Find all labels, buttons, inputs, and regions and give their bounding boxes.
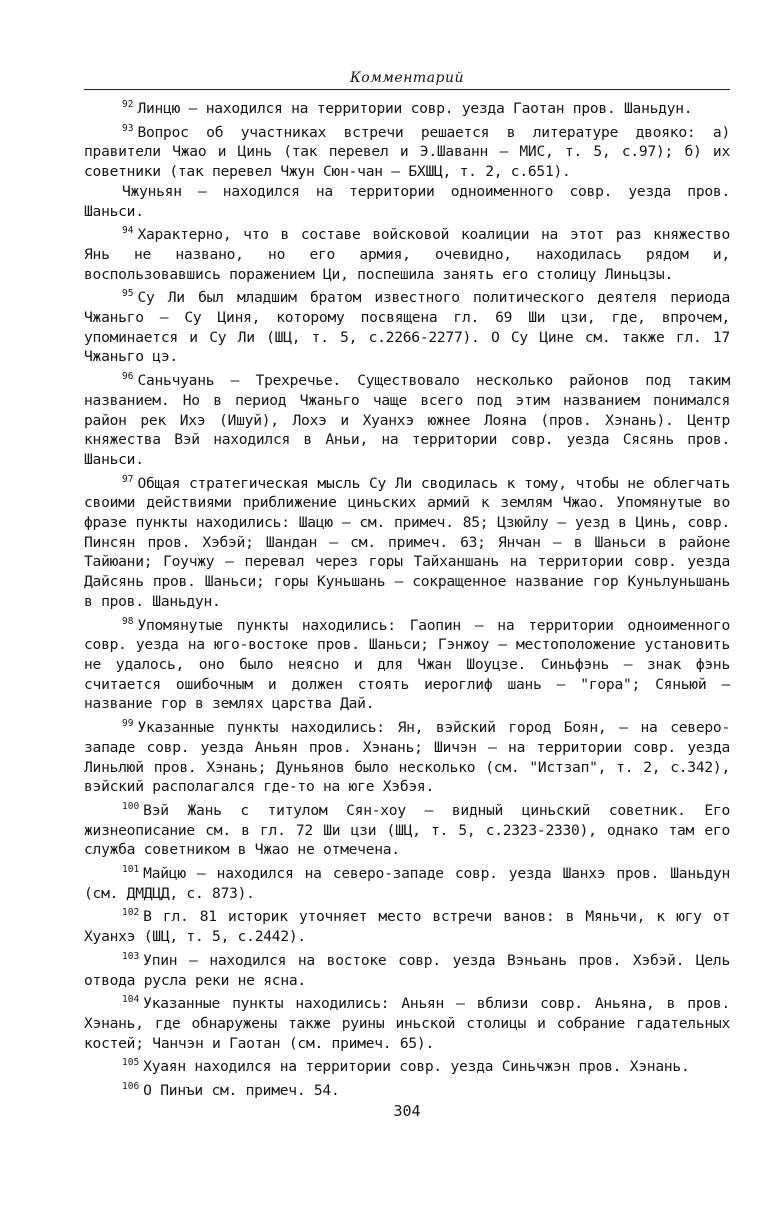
note-text: Хуаян находился на территории совр. уезда Синьчжэн пров. Хэнань. — [143, 1058, 690, 1076]
note-number: 98 — [122, 615, 134, 627]
note-92 — [84, 95, 730, 119]
note-number: 101 — [122, 864, 140, 876]
note-text: Линцю — находился на территории совр. уезда Гаотан пров. Шаньдун. — [137, 100, 693, 117]
note-98 — [84, 612, 730, 715]
note-104 — [84, 990, 730, 1053]
note-102 — [84, 903, 730, 946]
page-body — [84, 70, 730, 1120]
note-text: Упомянутые пункты находились: Гаопин — на территории одноименного совр. уезда на юго-востоке пров. Шаньси; Гэнжоу — местоположение установить не удалось, оно было неясно и для Чжан Шоуцзе. Синьфэнь — знак фэнь считается ошибочным и должен стоять иероглиф шань — "гора"; Сяньюй — название гор в землях царства Дай. — [84, 616, 730, 713]
note-text: Чжуньян — находился на территории одноименного совр. уезда пров. Шаньси. — [84, 182, 730, 220]
note-text: Саньчуань — Трехречье. Существовало несколько районов под таким названием. Но в период Чжаньго чаще всего под этим названием понимался район рек Ихэ (Ишуй), Лохэ и Хуанхэ южнее Лояна (пров. Хэнань). Центр княжества Вэй находился в Аньи, на территории совр. уезда Сясянь пров. Шаньси. — [84, 372, 730, 468]
note-number: 106 — [122, 1081, 140, 1093]
note-text: Указанные пункты находились: Аньян — вблизи совр. Аньяна, в пров. Хэнань, где обнаружены также руины иньской столицы и собрание гадательных костей; Чанчэн и Гаотан (см. примеч. 65). — [84, 995, 730, 1052]
note-number: 105 — [122, 1057, 140, 1069]
note-number: 96 — [122, 371, 134, 383]
note-text: Вэй Жань с титулом Сян-хоу — видный циньский советник. Его жизнеописание см. в гл. 72 Ши цзи (ШЦ, т. 5, с.2323-2330), однако там его служба советником в Чжао не отмечена. — [84, 801, 730, 859]
note-text: Общая стратегическая мысль Су Ли сводилась к тому, чтобы не облегчать своими действиями приближение циньских армий к землям Чжао. Упомянутые во фразе пункты находились: Шацю — см. примеч. 85; Цзюйлу — уезд в Цинь, совр. Пинсян пров. Хэбэй; Шандан — см. примеч. 63; Янчан — в Шаньси в районе Тайюани; Гоучжу — перевал через горы Тайханшань на территории совр. уезда Дайсянь пров. Шаньси; горы Куньшань — сокращенное название гор Куньлуньшань в пров. Шаньдун. — [84, 474, 730, 610]
note-100 — [84, 797, 730, 860]
note-number: 99 — [122, 718, 134, 730]
note-number: 104 — [122, 994, 140, 1006]
note-text: Указанные пункты находились: Ян, вэйский город Боян, — на северо-западе совр. уезда Аньян пров. Хэнань; Шичэн — на территории совр. уезда Линьлюй пров. Хэнань; Дуньянов было несколько (см. "Истзап", т. 2, с.342), вэйский располагался где-то на юге Хэбэя. — [84, 719, 730, 796]
note-text: Упин — находился на востоке совр. уезда Вэньань пров. Хэбэй. Цель отвода русла реки не ясна. — [84, 951, 730, 989]
note-105 — [84, 1053, 730, 1077]
note-101 — [84, 860, 730, 903]
note-text: О Пинъи см. примеч. 54. — [143, 1082, 340, 1100]
note-106 — [84, 1077, 730, 1101]
note-text: В гл. 81 историк уточняет место встречи ванов: в Мяньчи, к югу от Хуанхэ (ШЦ, т. 5, с.2442). — [84, 908, 730, 946]
note-number: 103 — [122, 950, 140, 962]
note-number: 102 — [122, 907, 140, 919]
note-95 — [84, 284, 730, 367]
note-number: 93 — [122, 122, 134, 134]
notes-list — [84, 95, 730, 1101]
note-97 — [84, 470, 730, 612]
note-text: Вопрос об участниках встречи решается в литературе двояко: а) правители Чжао и Цинь (так перевел и Э.Шаванн — МИС, т. 5, с.97); б) их советники (так перевел Чжун Сюн-чан — БХШЦ, т. 2, с.651). — [84, 123, 730, 181]
note-text: Майцю — находился на северо-западе совр. уезда Шанхэ пров. Шаньдун (см. ДМДЦД, с. 873). — [84, 865, 730, 902]
note-93 — [84, 119, 730, 182]
note-number: 94 — [122, 225, 134, 237]
note-number: 92 — [122, 99, 134, 110]
note-103 — [84, 947, 730, 990]
page-number: 304 — [393, 1102, 421, 1120]
note-text: Характерно, что в составе войсковой коалиции на этот раз княжество Янь не названо, но его армия, очевидно, находилась рядом и, воспользовавшись поражением Ци, поспешила занять его столицу Линьцзы. — [84, 226, 730, 283]
note-96 — [84, 367, 730, 470]
note-93-continued — [84, 182, 730, 221]
note-number: 97 — [122, 473, 134, 485]
note-number: 95 — [122, 288, 134, 300]
running-header: Комментарий — [84, 70, 730, 90]
note-99 — [84, 714, 730, 797]
note-number: 100 — [122, 800, 140, 812]
note-text: Су Ли был младшим братом известного политического деятеля периода Чжаньго — Су Циня, которому посвящена гл. 69 Ши цзи, где, впрочем, упоминается и Су Ли (ШЦ, т. 5, с.2266-2277). О Су Цине см. также гл. 17 Чжаньго цэ. — [84, 289, 730, 366]
note-94 — [84, 221, 730, 284]
